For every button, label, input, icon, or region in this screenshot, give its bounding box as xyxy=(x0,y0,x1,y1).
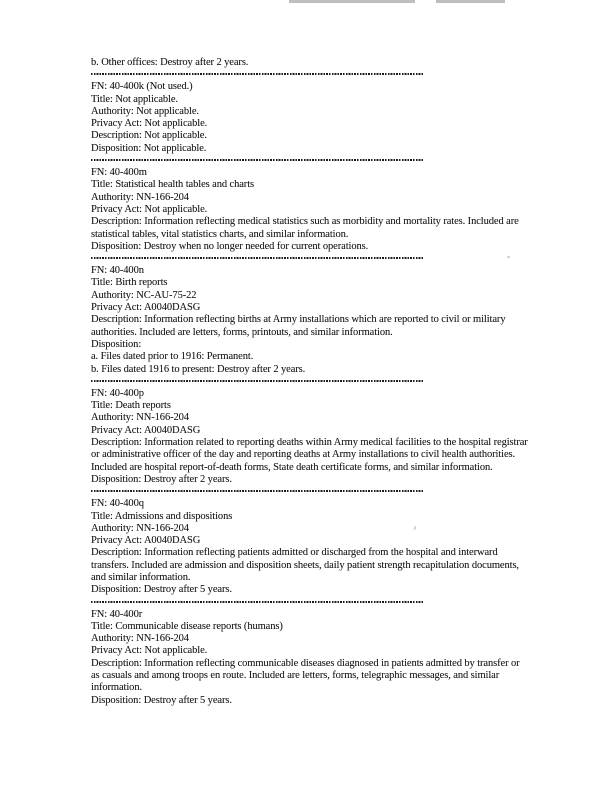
scan-artifact xyxy=(436,0,505,3)
field-value: 40-400p xyxy=(109,387,144,399)
field-label: Title: xyxy=(91,400,113,412)
field-value: Information related to reporting deaths within Army medical facilities to the hospital registrar or administrative officer of the day and reporting deaths at Army installations to civil health authorities. Included are hospital report-of-death forms, State death certificate forms, and similar information. xyxy=(91,437,528,473)
record-block xyxy=(91,81,528,155)
field-line-privacy xyxy=(91,535,528,547)
document-body xyxy=(91,57,528,707)
field-line-title xyxy=(91,179,528,191)
field-line-authority xyxy=(91,412,528,424)
field-line-title xyxy=(91,277,528,289)
field-value: NN-166-204 xyxy=(136,522,189,534)
field-line-description xyxy=(91,314,528,339)
field-line-description xyxy=(91,658,528,695)
field-label: Authority: xyxy=(91,289,134,301)
field-line-authority xyxy=(91,523,528,535)
field-value: NN-166-204 xyxy=(136,191,189,203)
field-line-privacy xyxy=(91,302,528,314)
field-value: Information reflecting births at Army installations which are reported to civil or military authorities. Included are letters, forms, printouts, and similar information. xyxy=(91,314,506,338)
field-label: Authority: xyxy=(91,412,134,424)
section-divider xyxy=(91,601,424,603)
field-label: Authority: xyxy=(91,191,134,203)
field-label: FN: xyxy=(91,498,108,510)
field-value: 40-400m xyxy=(109,167,147,179)
field-line-disposition xyxy=(91,143,528,155)
field-value: A0040DASG xyxy=(143,302,201,314)
field-line-disposition xyxy=(91,474,528,486)
field-line-privacy xyxy=(91,645,528,657)
field-line-description xyxy=(91,130,528,142)
field-label: Authority: xyxy=(91,105,134,117)
field-value: 40-400n xyxy=(109,265,144,277)
field-label: Title: xyxy=(91,510,113,522)
section-divider xyxy=(91,257,424,259)
field-label: Authority: xyxy=(91,633,134,645)
section-divider xyxy=(91,73,424,75)
field-line-disposition xyxy=(91,241,528,253)
field-line-description xyxy=(91,216,528,241)
field-value: Not applicable. xyxy=(115,93,178,105)
field-line-authority xyxy=(91,633,528,645)
field-label: Privacy Act: xyxy=(91,118,142,130)
field-value: Statistical health tables and charts xyxy=(115,179,255,191)
field-line-description xyxy=(91,547,528,584)
field-line-title xyxy=(91,511,528,523)
field-label: Disposition: xyxy=(91,240,142,252)
field-label: Description: xyxy=(91,314,142,326)
field-line-fn xyxy=(91,609,528,621)
field-label: Privacy Act: xyxy=(91,302,142,314)
field-line-privacy xyxy=(91,425,528,437)
field-value: NN-166-204 xyxy=(136,412,189,424)
field-line-title xyxy=(91,621,528,633)
field-line-fn xyxy=(91,498,528,510)
disposition-subitem: b. Files dated 1916 to present: Destroy after 2 years. xyxy=(91,363,306,375)
field-value: Not applicable. xyxy=(136,105,199,117)
record-block xyxy=(91,609,528,707)
field-value: 40-400k (Not used.) xyxy=(109,81,193,93)
field-line-title xyxy=(91,94,528,106)
field-line-title xyxy=(91,400,528,412)
field-value: Not applicable. xyxy=(143,142,207,154)
field-label: Disposition: xyxy=(91,142,142,154)
field-value: Not applicable. xyxy=(144,645,208,657)
field-label: Description: xyxy=(91,547,142,559)
field-label: Description: xyxy=(91,216,142,228)
field-label: Privacy Act: xyxy=(91,203,142,215)
field-label: Description: xyxy=(91,657,142,669)
field-value: Death reports xyxy=(115,400,171,412)
field-line-authority xyxy=(91,192,528,204)
field-label: Title: xyxy=(91,179,113,191)
field-label: Title: xyxy=(91,277,113,289)
field-line-fn xyxy=(91,388,528,400)
record-block xyxy=(91,498,528,596)
field-line-privacy xyxy=(91,118,528,130)
field-label: Title: xyxy=(91,620,113,632)
field-label: Privacy Act: xyxy=(91,535,142,547)
field-label: Privacy Act: xyxy=(91,424,142,436)
intro-line: b. Other offices: Destroy after 2 years. xyxy=(91,57,249,68)
field-value: Destroy after 5 years. xyxy=(143,584,232,596)
section-divider xyxy=(91,490,424,492)
field-line-fn xyxy=(91,265,528,277)
field-label: FN: xyxy=(91,167,108,179)
section-divider xyxy=(91,380,424,382)
field-label: FN: xyxy=(91,608,108,620)
field-line-description xyxy=(91,437,528,474)
field-label: Description: xyxy=(91,130,142,142)
field-line-fn xyxy=(91,167,528,179)
field-line-privacy xyxy=(91,204,528,216)
field-value: Not applicable. xyxy=(144,118,208,130)
field-value: A0040DASG xyxy=(143,535,201,547)
field-value: Not applicable. xyxy=(144,203,208,215)
disposition-subitem: a. Files dated prior to 1916: Permanent. xyxy=(91,351,254,363)
field-value: Information reflecting communicable diseases diagnosed in patients admitted by transfer or as casuals and among troops en route. Included are letters, forms, telegraphic messages, and similar information. xyxy=(91,657,520,694)
record-block xyxy=(91,167,528,253)
field-label: Title: xyxy=(91,93,113,105)
field-label: FN: xyxy=(91,81,108,93)
field-label: Description: xyxy=(91,437,142,449)
record-block xyxy=(91,388,528,486)
record-block xyxy=(91,265,528,376)
field-line-fn xyxy=(91,81,528,93)
section-divider xyxy=(91,159,424,161)
field-label: Authority: xyxy=(91,522,134,534)
field-value: Information reflecting medical statistics such as morbidity and mortality rates. Included are statistical tables, vital statistics charts, and similar information. xyxy=(91,216,519,240)
field-value: 40-400r xyxy=(109,608,143,620)
field-label: Privacy Act: xyxy=(91,645,142,657)
field-value: Admissions and dispositions xyxy=(114,510,233,522)
field-label: Disposition: xyxy=(91,694,142,706)
field-line-disposition xyxy=(91,584,528,596)
field-value: 40-400q xyxy=(109,498,144,510)
scan-artifact xyxy=(289,0,415,3)
field-line-disposition xyxy=(91,695,528,707)
field-line-authority xyxy=(91,290,528,302)
field-label: Disposition: xyxy=(91,473,142,485)
field-label: FN: xyxy=(91,387,108,399)
field-value: NN-166-204 xyxy=(136,633,189,645)
field-line-authority xyxy=(91,106,528,118)
field-label: FN: xyxy=(91,265,108,277)
field-value: NC-AU-75-22 xyxy=(136,289,197,301)
field-value: Communicable disease reports (humans) xyxy=(115,620,283,632)
field-label: Disposition: xyxy=(91,338,142,350)
field-value: A0040DASG xyxy=(143,424,201,436)
field-label: Disposition: xyxy=(91,584,142,596)
field-value: Birth reports xyxy=(115,277,168,289)
field-value: Destroy when no longer needed for current operations. xyxy=(143,240,369,252)
field-value: Destroy after 2 years. xyxy=(143,473,232,485)
field-line-disposition xyxy=(91,339,528,351)
field-value: Not applicable. xyxy=(144,130,207,142)
field-value: Information reflecting patients admitted or discharged from the hospital and interward transfers. Included are admission and disposition sheets, daily patient strength recapitulation documents, and similar information. xyxy=(91,547,519,583)
field-value: Destroy after 5 years. xyxy=(143,694,232,706)
